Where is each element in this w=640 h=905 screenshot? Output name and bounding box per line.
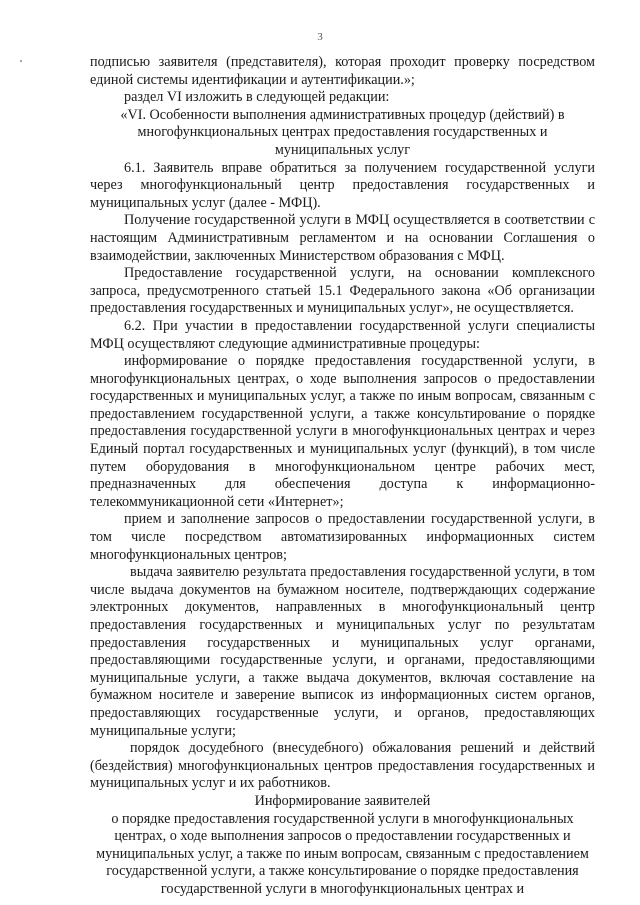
section-heading: Информирование заявителей	[254, 792, 431, 809]
paragraph: Получение государственной услуги в МФЦ осуществляется в соответствии с настоящим Административным регламентом и на основании Соглашения о взаимодействии, заключенных Министерством образования с МФЦ.	[90, 212, 595, 264]
paragraph: выдача заявителю результата предоставления государственной услуги, в том числе выдача документов на бумажном носителе, подтверждающих содержание электронных документов, направленных в многофункциональный центр предоставления государственных и муниципальных услуг по результатам предоставления государственных и муниципальных услуг органами, предоставляющими государственные услуги, и органами, предоставляющими муниципальные услуги, а также выдача документов, включая составление на бумажном носителе и заверение выписок из информационных систем органов, предоставляющих государственные услуги, и органов, предоставляющих муниципальные услуги;	[90, 564, 595, 739]
section-heading: «VI. Особенности выполнения административных процедур (действий) в многофункциональных центрах предоставления государственных и муниципальных услуг	[120, 106, 565, 158]
scan-speck	[20, 60, 22, 62]
section-heading: о порядке предоставления государственной услуги в многофункциональных центрах, о ходе выполнения запросов о предоставлении государственных и муниципальных услуг, а также по иным вопросам, связанным с предоставлением государственной услуги, а также консультирование о порядке предоставления государственной услуги в многофункциональных центрах и	[96, 810, 589, 897]
page-number: 3	[317, 31, 323, 43]
paragraph: Предоставление государственной услуги, на основании комплексного запроса, предусмотренного статьей 15.1 Федерального закона «Об организации предоставления государственных и муниципальных услуг», не осуществляется.	[90, 265, 595, 317]
paragraph: информирование о порядке предоставления государственной услуги, в многофункциональных центрах, о ходе выполнения запросов о предоставлении государственных и муниципальных услуг, а также по иным вопросам, связанным с предоставлением государственной услуги, а также консультирование о порядке предоставления государственной услуги в многофункциональных центрах и через Единый портал государственных и муниципальных услуг (функций), в том числе путем оборудования в многофункциональном центре рабочих мест, предназначенных для обеспечения доступа к информационно-телекоммуникационной сети «Интернет»;	[90, 353, 595, 510]
paragraph: прием и заполнение запросов о предоставлении государственной услуги, в том числе посредством автоматизированных информационных систем многофункциональных центров;	[90, 511, 595, 563]
paragraph: раздел VI изложить в следующей редакции:	[124, 89, 390, 106]
body-text	[90, 54, 595, 899]
paragraph: 6.1. Заявитель вправе обратиться за получением государственной услуги через многофункциональный центр предоставления государственных и муниципальных услуг (далее - МФЦ).	[90, 159, 595, 211]
paragraph: 6.2. При участии в предоставлении государственной услуги специалисты МФЦ осуществляют следующие административные процедуры:	[90, 317, 595, 352]
paragraph: порядок досудебного (внесудебного) обжалования решений и действий (бездействия) многофункциональных центров предоставления государственных и муниципальных услуг и их работников.	[90, 740, 595, 792]
paragraph: подписью заявителя (представителя), которая проходит проверку посредством единой системы идентификации и аутентификации.»;	[90, 54, 595, 88]
